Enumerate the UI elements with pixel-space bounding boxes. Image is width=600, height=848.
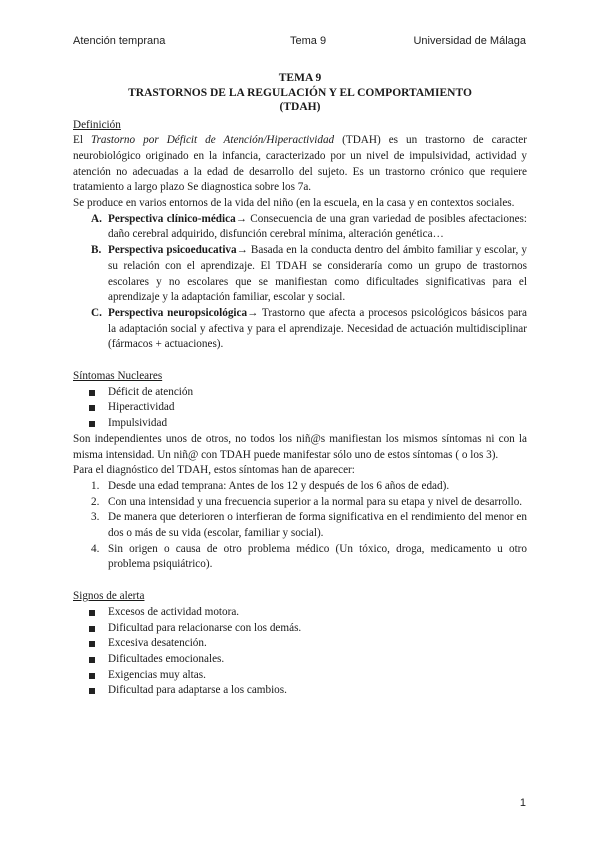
- section-heading-signos: Signos de alerta: [73, 590, 145, 603]
- list-item: [73, 542, 527, 573]
- perspective-text: → Consecuencia de una gran variedad de posibles afectaciones: daño cerebral adquirido, disfunción cerebral mínima, alteración genética…: [108, 212, 527, 241]
- square-bullet-icon: [89, 390, 95, 396]
- document-title: [73, 71, 527, 115]
- paragraph-sintomas: Son independientes unos de otros, no todos los niñ@s manifiestan los mismos síntomas ni con la misma intensidad. Un niñ@ con TDAH puede manifestar sólo uno de estos síntomas ( o los 3).: [73, 432, 527, 461]
- list-item: [73, 495, 527, 511]
- header-course: Atención temprana: [73, 35, 166, 47]
- list-item: [73, 479, 527, 495]
- square-bullet-icon: [89, 626, 95, 632]
- square-bullet-icon: [89, 657, 95, 663]
- document-body: [73, 71, 527, 699]
- title-line-2: TRASTORNOS DE LA REGULACIÓN Y EL COMPORTAMIENTO: [128, 86, 472, 99]
- paragraph-diagnostico: Para el diagnóstico del TDAH, estos síntomas han de aparecer:: [73, 464, 355, 477]
- paragraph-definicion: [73, 133, 527, 196]
- square-bullet-icon: [89, 641, 95, 647]
- list-item: [73, 416, 527, 432]
- list-item: [73, 668, 527, 684]
- symptoms-list: [73, 385, 527, 432]
- perspective-label: Perspectiva neuropsicológica→: [108, 306, 259, 319]
- perspectives-list: [73, 212, 527, 353]
- list-item-text: Dificultades emocionales.: [108, 653, 225, 665]
- square-bullet-icon: [89, 421, 95, 427]
- list-item-text: Dificultad para relacionarse con los demás.: [108, 621, 302, 634]
- list-item: [73, 400, 527, 416]
- list-item: [73, 385, 527, 401]
- list-item-text: Desde una edad temprana: Antes de los 12 y después de los 6 años de edad).: [108, 479, 450, 492]
- perspective-text: Trastorno que afecta a procesos psicológicos básicos para la adaptación social y afectiva y para el aprendizaje. Necesidad de actuación multidisciplinar (fármacos + actuaciones).: [108, 306, 527, 351]
- list-item-text: Excesiva desatención.: [108, 637, 207, 650]
- text-run: (TDAH) es un trastorno de caracter neurobiológico originado en la infancia, caracterizado por un nivel de impulsividad, actividad y atención no adecuadas a la edad de desarrollo del sujeto. Es un trastorno crónico que requiere tratamiento a largo plazo Se diagnostica sobre los 7a.: [73, 134, 527, 194]
- list-item: [73, 636, 527, 652]
- list-item-text: Hiperactividad: [108, 401, 175, 414]
- list-item-text: Excesos de actividad motora.: [108, 605, 240, 618]
- list-item-text: De manera que deterioren o interfieran de forma significativa en el rendimiento del menor en dos o más de su vida (escolar, familiar y social).: [108, 511, 527, 540]
- paragraph-entornos: Se produce en varios entornos de la vida del niño (en la escuela, en la casa y en contextos sociales.: [73, 197, 515, 210]
- page-header: [0, 35, 600, 51]
- list-item-text: Sin origen o causa de otro problema médico (Un tóxico, droga, medicamento u otro problema psiquiátrico).: [108, 542, 527, 571]
- list-number: 3.: [91, 511, 100, 524]
- list-number: 1.: [91, 479, 100, 492]
- perspective-label: Perspectiva clínico-médica: [108, 212, 236, 225]
- square-bullet-icon: [89, 673, 95, 679]
- square-bullet-icon: [89, 610, 95, 616]
- list-marker: C.: [91, 306, 102, 319]
- header-university: Universidad de Málaga: [413, 35, 526, 47]
- list-item: [73, 652, 527, 668]
- list-marker: B.: [91, 244, 102, 257]
- list-item-text: Exigencias muy altas.: [108, 668, 206, 681]
- list-item: [73, 683, 527, 699]
- page-number: 1: [519, 797, 526, 809]
- square-bullet-icon: [89, 688, 95, 694]
- square-bullet-icon: [89, 405, 95, 411]
- list-item: [73, 212, 527, 243]
- section-heading-sintomas: Síntomas Nucleares: [73, 370, 163, 383]
- list-item: [73, 306, 527, 353]
- warning-signs-list: [73, 605, 527, 699]
- list-number: 2.: [91, 495, 100, 508]
- list-number: 4.: [91, 542, 100, 555]
- list-item: [73, 605, 527, 621]
- list-marker: A.: [91, 212, 102, 225]
- criteria-list: [73, 479, 527, 573]
- title-line-1: TEMA 9: [278, 72, 322, 84]
- header-topic: Tema 9: [290, 35, 327, 47]
- title-line-3: (TDAH): [279, 101, 321, 113]
- italic-term: Trastorno por Déficit de Atención/Hiperactividad: [90, 134, 335, 147]
- perspective-label: Perspectiva psicoeducativa: [108, 244, 237, 257]
- list-item-text: Con una intensidad y una frecuencia superior a la normal para su etapa y nivel de desarrollo.: [108, 495, 523, 508]
- list-item: [73, 510, 527, 541]
- list-item: [73, 621, 527, 637]
- perspective-text: → Basada en la conducta dentro del ámbito familiar y escolar, y su relación con el aprendizaje. El TDAH se consideraría como un grupo de trastornos escolares y no escolares que se manifiestan como dificultades significativas para el aprendizaje y la adaptación familiar, escolar y social.: [108, 244, 528, 304]
- section-heading-definicion: Definición: [73, 118, 121, 131]
- list-item-text: Dificultad para adaptarse a los cambios.: [108, 684, 287, 697]
- list-item-text: Déficit de atención: [108, 385, 194, 398]
- text-run: El: [73, 134, 91, 147]
- list-item-text: Impulsividad: [108, 417, 168, 430]
- list-item: [73, 243, 527, 306]
